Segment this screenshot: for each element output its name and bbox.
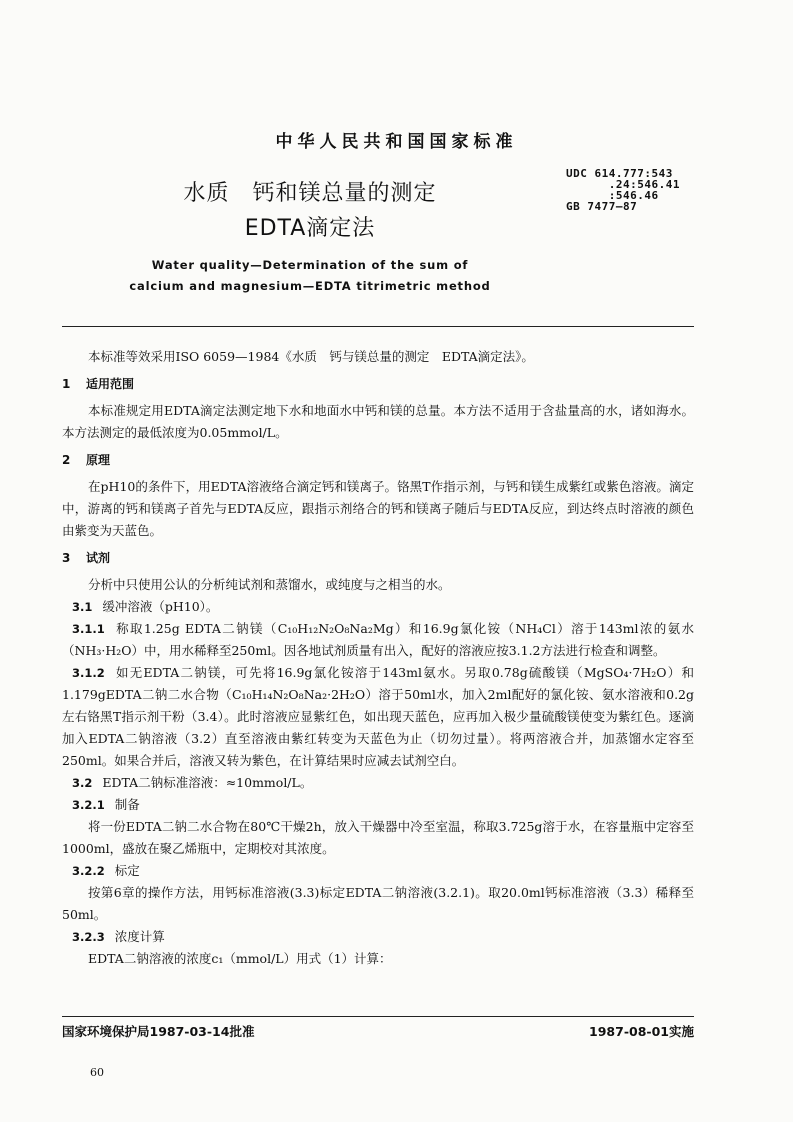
subsection-text: 称取1.25g EDTA二钠镁（C₁₀H₁₂N₂O₈Na₂Mg）和16.9g氯化铵（NH₄Cl）溶于143ml浓的氨水（NH₃·H₂O）中，用水稀释至250ml。因各地试剂质量有出入，配好的溶液应按3.1.2方法进行检查和调整。	[62, 621, 694, 658]
subsection-title: 浓度计算	[114, 929, 165, 944]
section-number: 1	[62, 377, 71, 391]
standard-title: 中华人民共和国国家标准	[275, 132, 518, 152]
section-title: 适用范围	[86, 377, 135, 391]
subsection-paragraph: 将一份EDTA二钠二水合物在80℃干燥2h，放入干燥器中冷至室温，称取3.725g溶于水，在容量瓶中定容至1000ml，盛放在聚乙烯瓶中，定期校对其浓度。	[62, 819, 694, 856]
document-title-cn-line1: 水质 钙和镁总量的测定	[183, 181, 437, 206]
subsection-number: 3.2	[72, 776, 93, 790]
subsection	[62, 794, 694, 816]
subsection-number: 3.2.3	[72, 930, 105, 944]
subsection-number: 3.1.2	[72, 666, 105, 680]
section-heading	[62, 373, 694, 395]
document-body	[62, 346, 694, 970]
subsection-paragraph	[62, 662, 694, 772]
subsection-paragraph: EDTA二钠溶液的浓度c₁（mmol/L）用式（1）计算：	[88, 951, 392, 966]
section-heading	[62, 547, 694, 569]
header-divider	[62, 326, 694, 327]
section-number: 3	[62, 551, 71, 565]
subsection-paragraph	[62, 618, 694, 662]
subsection	[62, 772, 694, 794]
section-paragraph: 在pH10的条件下，用EDTA溶液络合滴定钙和镁离子。铬黑T作指示剂，与钙和镁生成紫红或紫色溶液。滴定中，游离的钙和镁离子首先与EDTA反应，跟指示剂络合的钙和镁离子随后与EDTA反应，到达终点时溶液的颜色由紫变为天蓝色。	[62, 479, 694, 538]
subsection-text: 如无EDTA二钠镁，可先将16.9g氯化铵溶于143ml氨水。另取0.78g硫酸镁（MgSO₄·7H₂O）和1.179gEDTA二钠二水合物（C₁₀H₁₄N₂O₈Na₂·2H₂O）溶于50ml水，加入2ml配好的氯化铵、氨水溶液和0.2g左右铬黑T指示剂干粉（3.4）。此时溶液应显紫红色，如出现天蓝色，应再加入极少量硫酸镁使变为紫红色。逐滴加入EDTA二钠溶液（3.2）直至溶液由紫红转变为天蓝色为止（切勿过量）。将两溶液合并，加蒸馏水定容至250ml。如果合并后，溶液又转为紫色，在计算结果时应减去试剂空白。	[62, 665, 694, 768]
udc-line: :546.46	[566, 189, 659, 202]
intro-paragraph: 本标准等效采用ISO 6059—1984《水质 钙与镁总量的测定 EDTA滴定法》。	[88, 349, 534, 364]
udc-line: .24:546.41	[566, 178, 680, 191]
subsection	[62, 596, 694, 618]
gb-number: GB 7477—87	[566, 200, 638, 213]
udc-line: UDC 614.777:543	[566, 167, 673, 180]
document-title-en-line2: calcium and magnesium—EDTA titrimetric method	[129, 279, 491, 293]
approval-date: 国家环境保护局1987-03-14批准	[62, 1024, 255, 1039]
footer-divider	[62, 1016, 694, 1017]
subsection-text: EDTA二钠标准溶液：≈10mmol/L。	[102, 775, 313, 790]
document-title-en-line1: Water quality—Determination of the sum of	[151, 258, 469, 272]
subsection-title: 标定	[114, 863, 140, 878]
section-title: 试剂	[86, 551, 111, 565]
section-number: 2	[62, 453, 71, 467]
subsection	[62, 926, 694, 948]
document-title-cn-line2: EDTA滴定法	[244, 216, 376, 241]
subsection	[62, 860, 694, 882]
subsection-paragraph: 按第6章的操作方法，用钙标准溶液(3.3)标定EDTA二钠溶液(3.2.1)。取20.0ml钙标准溶液（3.3）稀释至50ml。	[62, 885, 694, 922]
subsection-number: 3.1	[72, 600, 93, 614]
section-paragraph: 分析中只使用公认的分析纯试剂和蒸馏水，或纯度与之相当的水。	[88, 577, 451, 592]
subsection-title: 制备	[114, 797, 140, 812]
page-number: 60	[90, 1066, 104, 1079]
subsection-number: 3.2.1	[72, 798, 105, 812]
section-paragraph: 本标准规定用EDTA滴定法测定地下水和地面水中钙和镁的总量。本方法不适用于含盐量高的水，诸如海水。本方法测定的最低浓度为0.05mmol/L。	[62, 403, 694, 440]
subsection-number: 3.2.2	[72, 864, 105, 878]
udc-code-block	[566, 168, 716, 212]
subsection-text: 缓冲溶液（pH10）。	[102, 599, 219, 614]
subsection-number: 3.1.1	[72, 622, 105, 636]
section-heading	[62, 449, 694, 471]
section-title: 原理	[86, 453, 111, 467]
effective-date: 1987-08-01实施	[589, 1024, 694, 1039]
